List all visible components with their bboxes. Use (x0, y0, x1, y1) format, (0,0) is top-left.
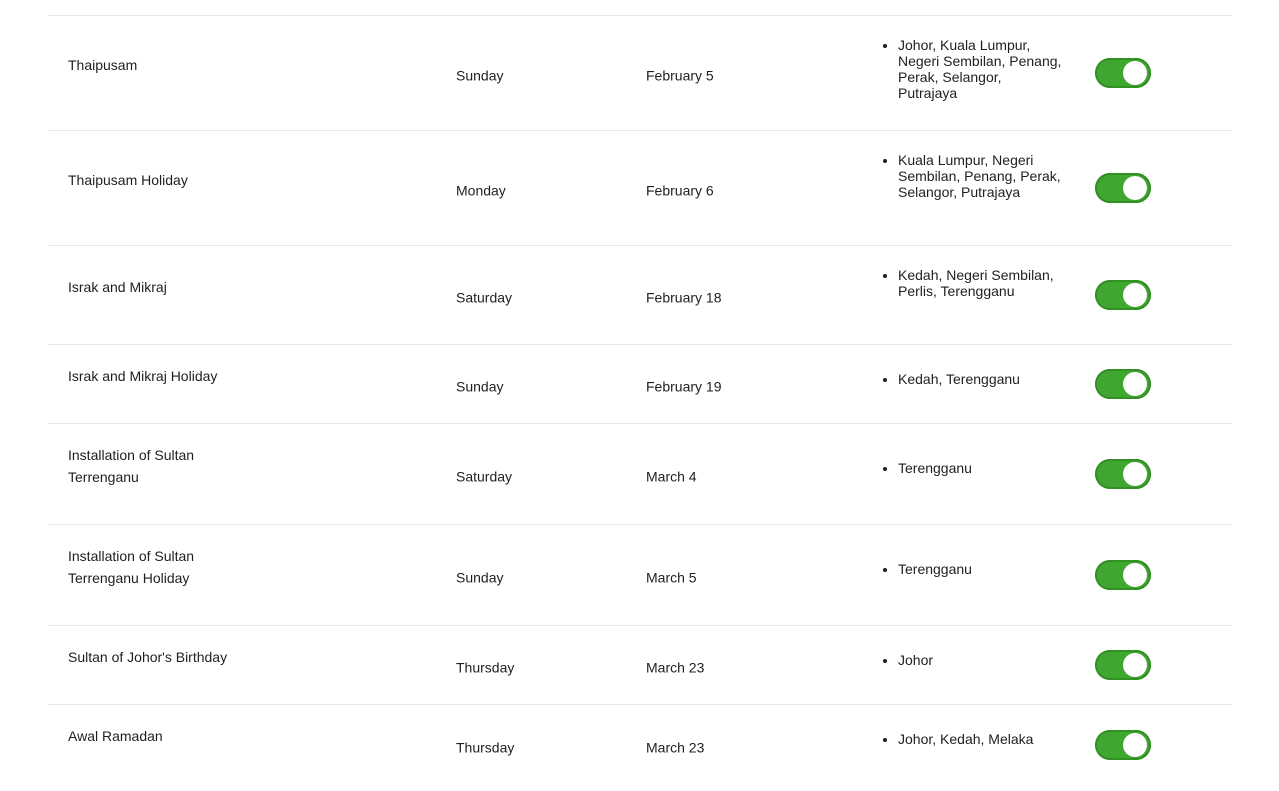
region-list-item: • Terengganu (898, 460, 1063, 476)
holiday-day: Sunday (456, 378, 504, 395)
region-list-item: • Johor, Kuala Lumpur, Negeri Sembilan, Penang, Perak, Selangor, Putrajaya (898, 37, 1063, 101)
holiday-table (48, 15, 1232, 784)
holiday-day: Monday (456, 182, 506, 199)
toggle-knob (1123, 176, 1147, 200)
holiday-day: Thursday (456, 739, 515, 756)
holiday-date: February 19 (646, 378, 722, 395)
holiday-date: March 23 (646, 659, 705, 676)
region-list-item: • Terengganu (898, 561, 1063, 577)
region-list-item: • Johor (898, 652, 1063, 668)
holiday-date: February 6 (646, 182, 714, 199)
region-list-item: • Kuala Lumpur, Negeri Sembilan, Penang, Perak, Selangor, Putrajaya (898, 152, 1063, 200)
toggle-knob (1123, 283, 1147, 307)
toggle-knob (1123, 462, 1147, 486)
holiday-name: Israk and Mikraj Holiday (68, 368, 218, 384)
holiday-regions (880, 267, 1063, 299)
holiday-date: March 5 (646, 569, 697, 586)
holiday-name: Installation of Sultan Terrenganu Holiday (68, 548, 195, 586)
holiday-toggle[interactable] (1095, 369, 1151, 399)
holiday-regions (880, 460, 1063, 476)
holiday-toggle[interactable] (1095, 730, 1151, 760)
holiday-day: Saturday (456, 289, 513, 306)
holiday-toggle[interactable] (1095, 58, 1151, 88)
holiday-regions (880, 371, 1063, 387)
holiday-date: March 4 (646, 468, 697, 485)
holiday-toggle[interactable] (1095, 280, 1151, 310)
holiday-name: Installation of Sultan Terrenganu (68, 447, 195, 485)
holiday-toggle[interactable] (1095, 560, 1151, 590)
holiday-day: Saturday (456, 468, 513, 485)
holiday-date: February 5 (646, 67, 714, 84)
holiday-regions (880, 652, 1063, 668)
table-row (48, 525, 1232, 626)
holiday-day: Thursday (456, 659, 515, 676)
holiday-name: Sultan of Johor's Birthday (68, 649, 228, 665)
holiday-toggle[interactable] (1095, 173, 1151, 203)
holiday-regions (880, 731, 1063, 747)
holiday-name: Thaipusam (68, 57, 138, 73)
table-row (48, 626, 1232, 705)
table-row (48, 16, 1232, 131)
region-list-item: • Kedah, Terengganu (898, 371, 1063, 387)
region-list-item: • Johor, Kedah, Melaka (898, 731, 1063, 747)
holiday-day: Sunday (456, 569, 504, 586)
toggle-knob (1123, 61, 1147, 85)
region-list-item: • Kedah, Negeri Sembilan, Perlis, Terengganu (898, 267, 1063, 299)
table-row (48, 246, 1232, 345)
holiday-name: Thaipusam Holiday (68, 172, 188, 188)
holiday-toggle[interactable] (1095, 459, 1151, 489)
holiday-regions (880, 37, 1063, 101)
holiday-date: February 18 (646, 289, 722, 306)
table-row (48, 424, 1232, 525)
holiday-name: Awal Ramadan (68, 728, 163, 744)
table-row (48, 345, 1232, 424)
table-row (48, 131, 1232, 246)
toggle-knob (1123, 563, 1147, 587)
toggle-knob (1123, 372, 1147, 396)
holiday-regions (880, 152, 1063, 200)
holiday-name: Israk and Mikraj (68, 279, 167, 295)
table-row (48, 705, 1232, 784)
toggle-knob (1123, 733, 1147, 757)
holiday-date: March 23 (646, 739, 705, 756)
holiday-toggle[interactable] (1095, 650, 1151, 680)
holiday-day: Sunday (456, 67, 504, 84)
holiday-regions (880, 561, 1063, 577)
toggle-knob (1123, 653, 1147, 677)
